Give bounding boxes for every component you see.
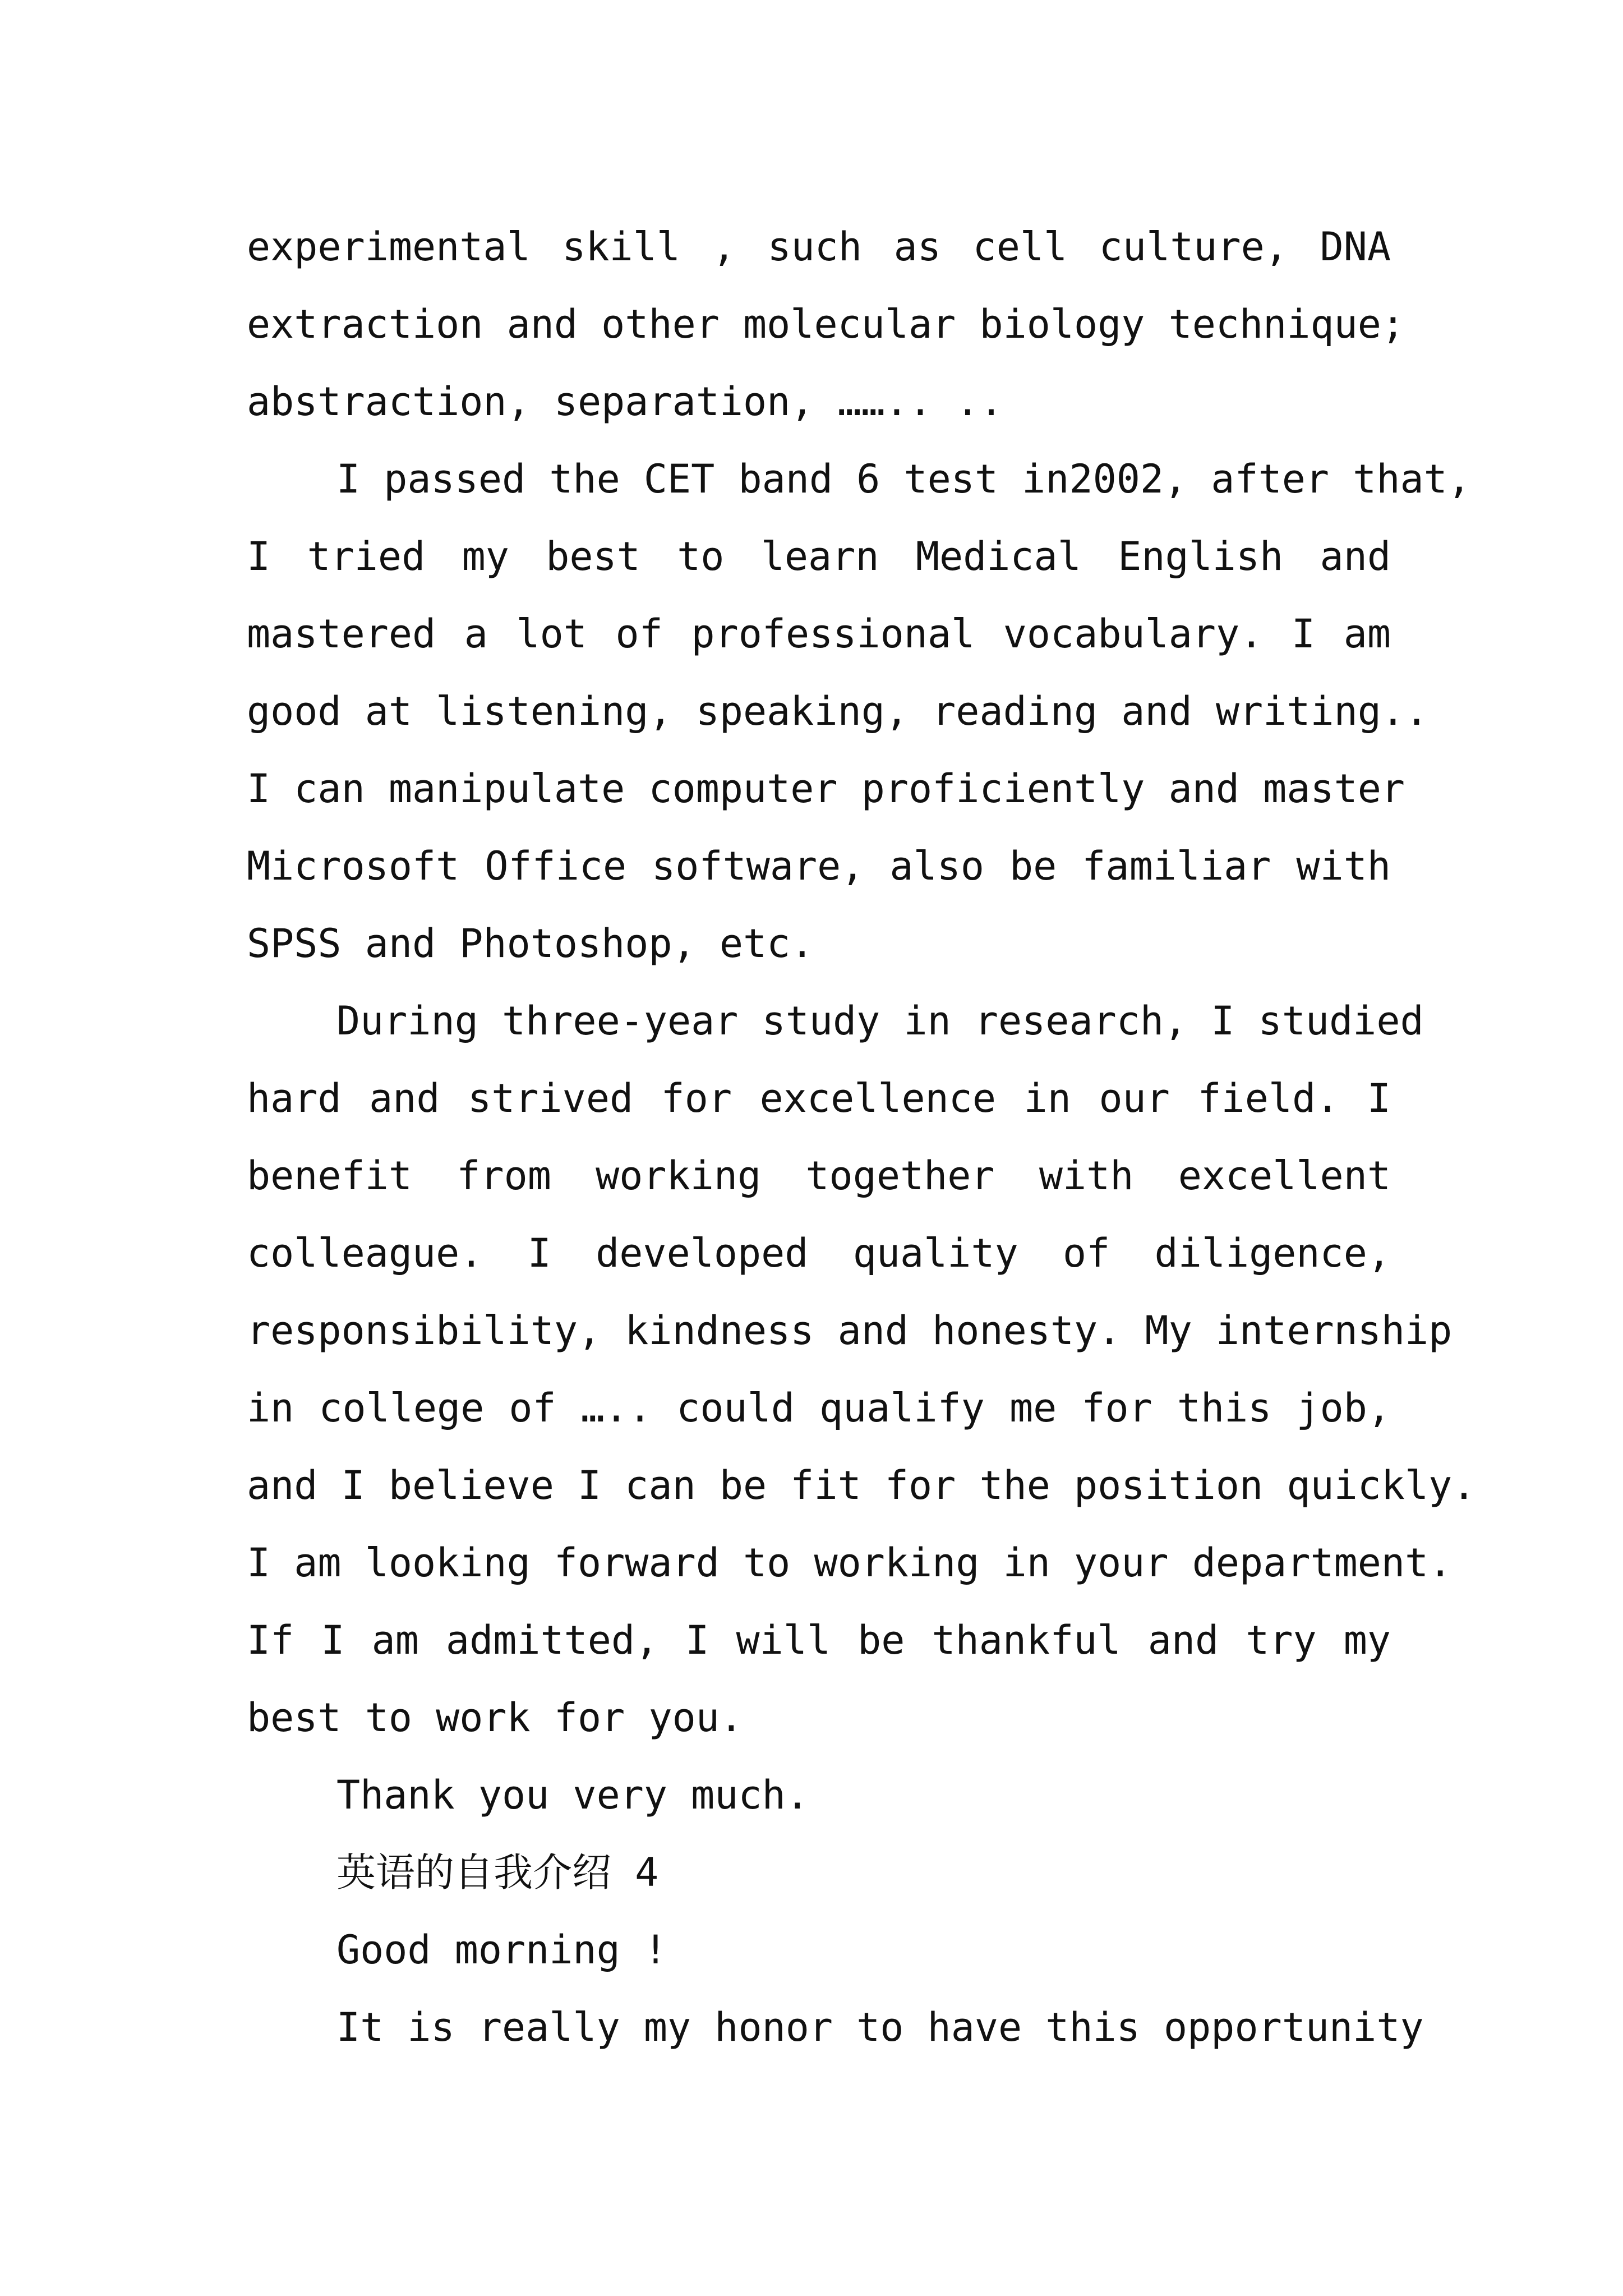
text-line: and I believe I can be fit for the position quickly. bbox=[247, 1462, 1476, 1508]
text-line: If I am admitted, I will be thankful and try my bbox=[247, 1617, 1391, 1663]
text-line: abstraction, separation, …….. .. bbox=[247, 379, 1003, 425]
text-line: good at listening, speaking, reading and writing.. bbox=[247, 688, 1429, 734]
text-line: colleague. I developed quality of diligence, bbox=[247, 1230, 1391, 1276]
text-line: Good morning ! bbox=[336, 1927, 668, 1973]
text-line: Microsoft Office software, also be familiar with bbox=[247, 843, 1391, 889]
text-line: mastered a lot of professional vocabulary. I am bbox=[247, 611, 1391, 657]
text-line: During three-year study in research, I studied bbox=[336, 998, 1424, 1044]
text-line: Thank you very much. bbox=[336, 1772, 809, 1818]
text-line: I can manipulate computer proficiently and master bbox=[247, 766, 1405, 812]
text-line: in college of ….. could qualify me for this job, bbox=[247, 1385, 1391, 1431]
text-line: experimental skill , such as cell culture, DNA bbox=[247, 224, 1391, 270]
text-line: SPSS and Photoshop, etc. bbox=[247, 921, 814, 967]
text-line: I am looking forward to working in your department. bbox=[247, 1540, 1453, 1586]
text-line: extraction and other molecular biology technique; bbox=[247, 301, 1405, 347]
text-line: benefit from working together with excellent bbox=[247, 1153, 1391, 1199]
text-line: I passed the CET band 6 test in2002, after that, bbox=[336, 456, 1471, 502]
text-line: responsibility, kindness and honesty. My internship bbox=[247, 1308, 1453, 1354]
section-heading: 英语的自我介绍 4 bbox=[336, 1849, 659, 1895]
text-line: I tried my best to learn Medical English and bbox=[247, 533, 1391, 579]
text-line: best to work for you. bbox=[247, 1695, 744, 1741]
text-line: hard and strived for excellence in our field. I bbox=[247, 1075, 1391, 1121]
text-line: It is really my honor to have this opportunity bbox=[336, 2004, 1424, 2050]
